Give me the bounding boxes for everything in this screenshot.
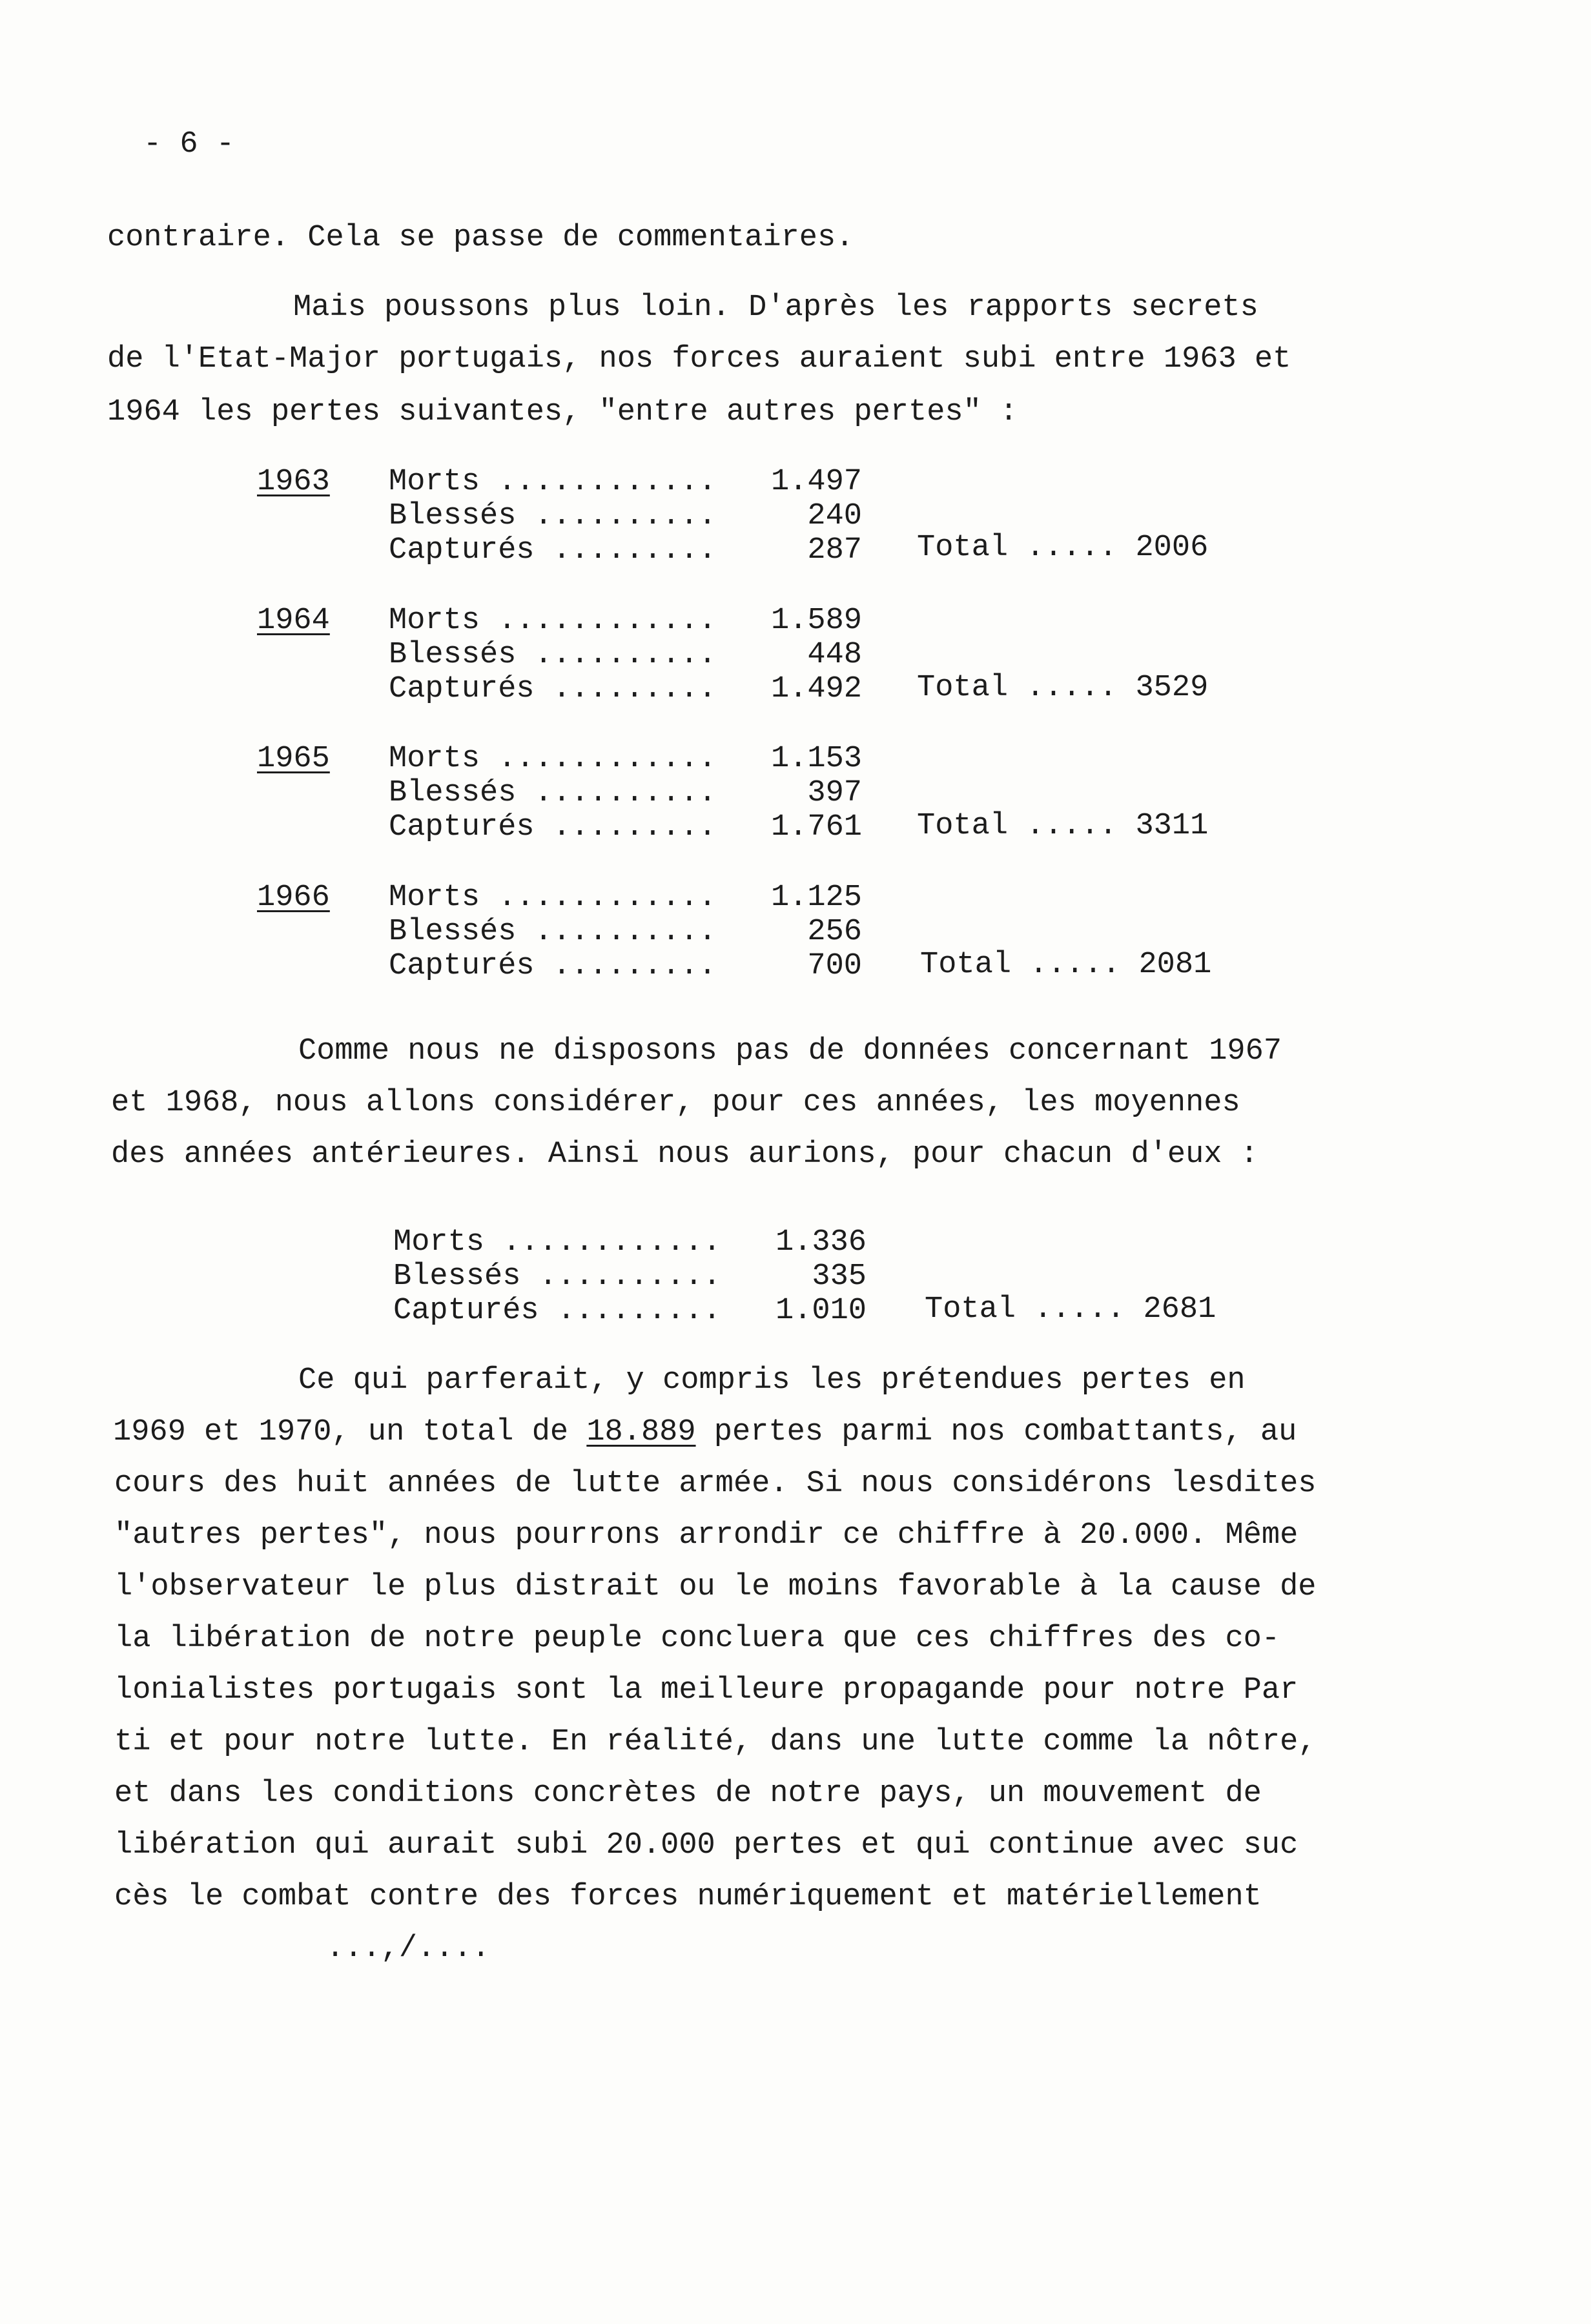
row-label: Morts ............	[389, 742, 717, 776]
row-value: 287	[807, 533, 862, 567]
paragraph-line: libération qui aurait subi 20.000 pertes et qui continue avec suc	[114, 1828, 1298, 1862]
text-run: pertes parmi nos combattants, au	[695, 1415, 1297, 1449]
page-number: - 6 -	[143, 127, 235, 161]
row-label: Blessés ..........	[393, 1259, 721, 1294]
year-label: 1966	[257, 881, 330, 915]
row-value: 1.010	[775, 1294, 867, 1328]
paragraph-line: ti et pour notre lutte. En réalité, dans une lutte comme la nôtre,	[114, 1725, 1317, 1759]
row-value: 700	[807, 949, 862, 983]
row-value: 1.492	[770, 672, 862, 706]
row-label: Morts ............	[389, 604, 717, 638]
paragraph-line: la libération de notre peuple concluera que ces chiffres des co-	[114, 1622, 1280, 1656]
row-label: Capturés .........	[389, 672, 717, 706]
underlined-total: 18.889	[586, 1415, 696, 1449]
paragraph-line: des années antérieures. Ainsi nous aurions, pour chacun d'eux :	[111, 1137, 1258, 1172]
row-value: 1.125	[770, 881, 862, 915]
paragraph-line: l'observateur le plus distrait ou le moins favorable à la cause de	[114, 1570, 1317, 1604]
row-value: 1.589	[770, 604, 862, 638]
row-label: Capturés .........	[389, 949, 717, 983]
row-label: Blessés ..........	[389, 915, 717, 949]
year-label: 1964	[257, 604, 330, 638]
row-value: 397	[807, 776, 862, 810]
row-label: Capturés .........	[389, 533, 717, 567]
continuation-mark: ...,/....	[326, 1932, 490, 1966]
year-label: 1963	[257, 465, 330, 499]
paragraph-line: de l'Etat-Major portugais, nos forces auraient subi entre 1963 et	[107, 342, 1291, 376]
paragraph-line: et dans les conditions concrètes de notre pays, un mouvement de	[114, 1777, 1262, 1811]
total-line: Total ..... 2681	[925, 1292, 1216, 1327]
row-label: Blessés ..........	[389, 499, 717, 533]
row-value: 256	[807, 915, 862, 949]
row-label: Blessés ..........	[389, 638, 717, 672]
text-run: 1969 et 1970, un total de	[113, 1415, 587, 1449]
row-label: Morts ............	[393, 1225, 721, 1259]
paragraph-line: Ce qui parferait, y compris les prétendues pertes en	[298, 1363, 1246, 1398]
row-value: 335	[812, 1259, 867, 1294]
row-value: 448	[807, 638, 862, 672]
row-value: 1.497	[770, 465, 862, 499]
row-label: Morts ............	[389, 881, 717, 915]
paragraph-line: Mais poussons plus loin. D'après les rapports secrets	[293, 290, 1258, 325]
row-value: 240	[807, 499, 862, 533]
row-label: Capturés .........	[389, 810, 717, 844]
total-line: Total ..... 3529	[917, 671, 1209, 705]
row-label: Capturés .........	[393, 1294, 721, 1328]
total-line: Total ..... 2081	[920, 948, 1212, 982]
total-line: Total ..... 3311	[917, 809, 1209, 843]
total-line: Total ..... 2006	[917, 531, 1209, 565]
row-label: Morts ............	[389, 465, 717, 499]
paragraph-line: cours des huit années de lutte armée. Si nous considérons lesdites	[114, 1467, 1317, 1501]
paragraph-line: cès le combat contre des forces numériquement et matériellement	[114, 1880, 1262, 1914]
row-label: Blessés ..........	[389, 776, 717, 810]
paragraph-line: 1964 les pertes suivantes, "entre autres pertes" :	[107, 395, 1018, 429]
row-value: 1.153	[770, 742, 862, 776]
row-value: 1.336	[775, 1225, 867, 1259]
row-value: 1.761	[770, 810, 862, 844]
paragraph-line: "autres pertes", nous pourrons arrondir ce chiffre à 20.000. Même	[114, 1518, 1298, 1553]
paragraph-line	[113, 1417, 1297, 1447]
year-label: 1965	[257, 742, 330, 776]
paragraph-line: et 1968, nous allons considérer, pour ces années, les moyennes	[111, 1086, 1240, 1120]
paragraph-line: lonialistes portugais sont la meilleure propagande pour notre Par	[114, 1673, 1298, 1707]
paragraph-line: Comme nous ne disposons pas de données concernant 1967	[298, 1034, 1282, 1068]
intro-line: contraire. Cela se passe de commentaires.	[107, 221, 854, 255]
